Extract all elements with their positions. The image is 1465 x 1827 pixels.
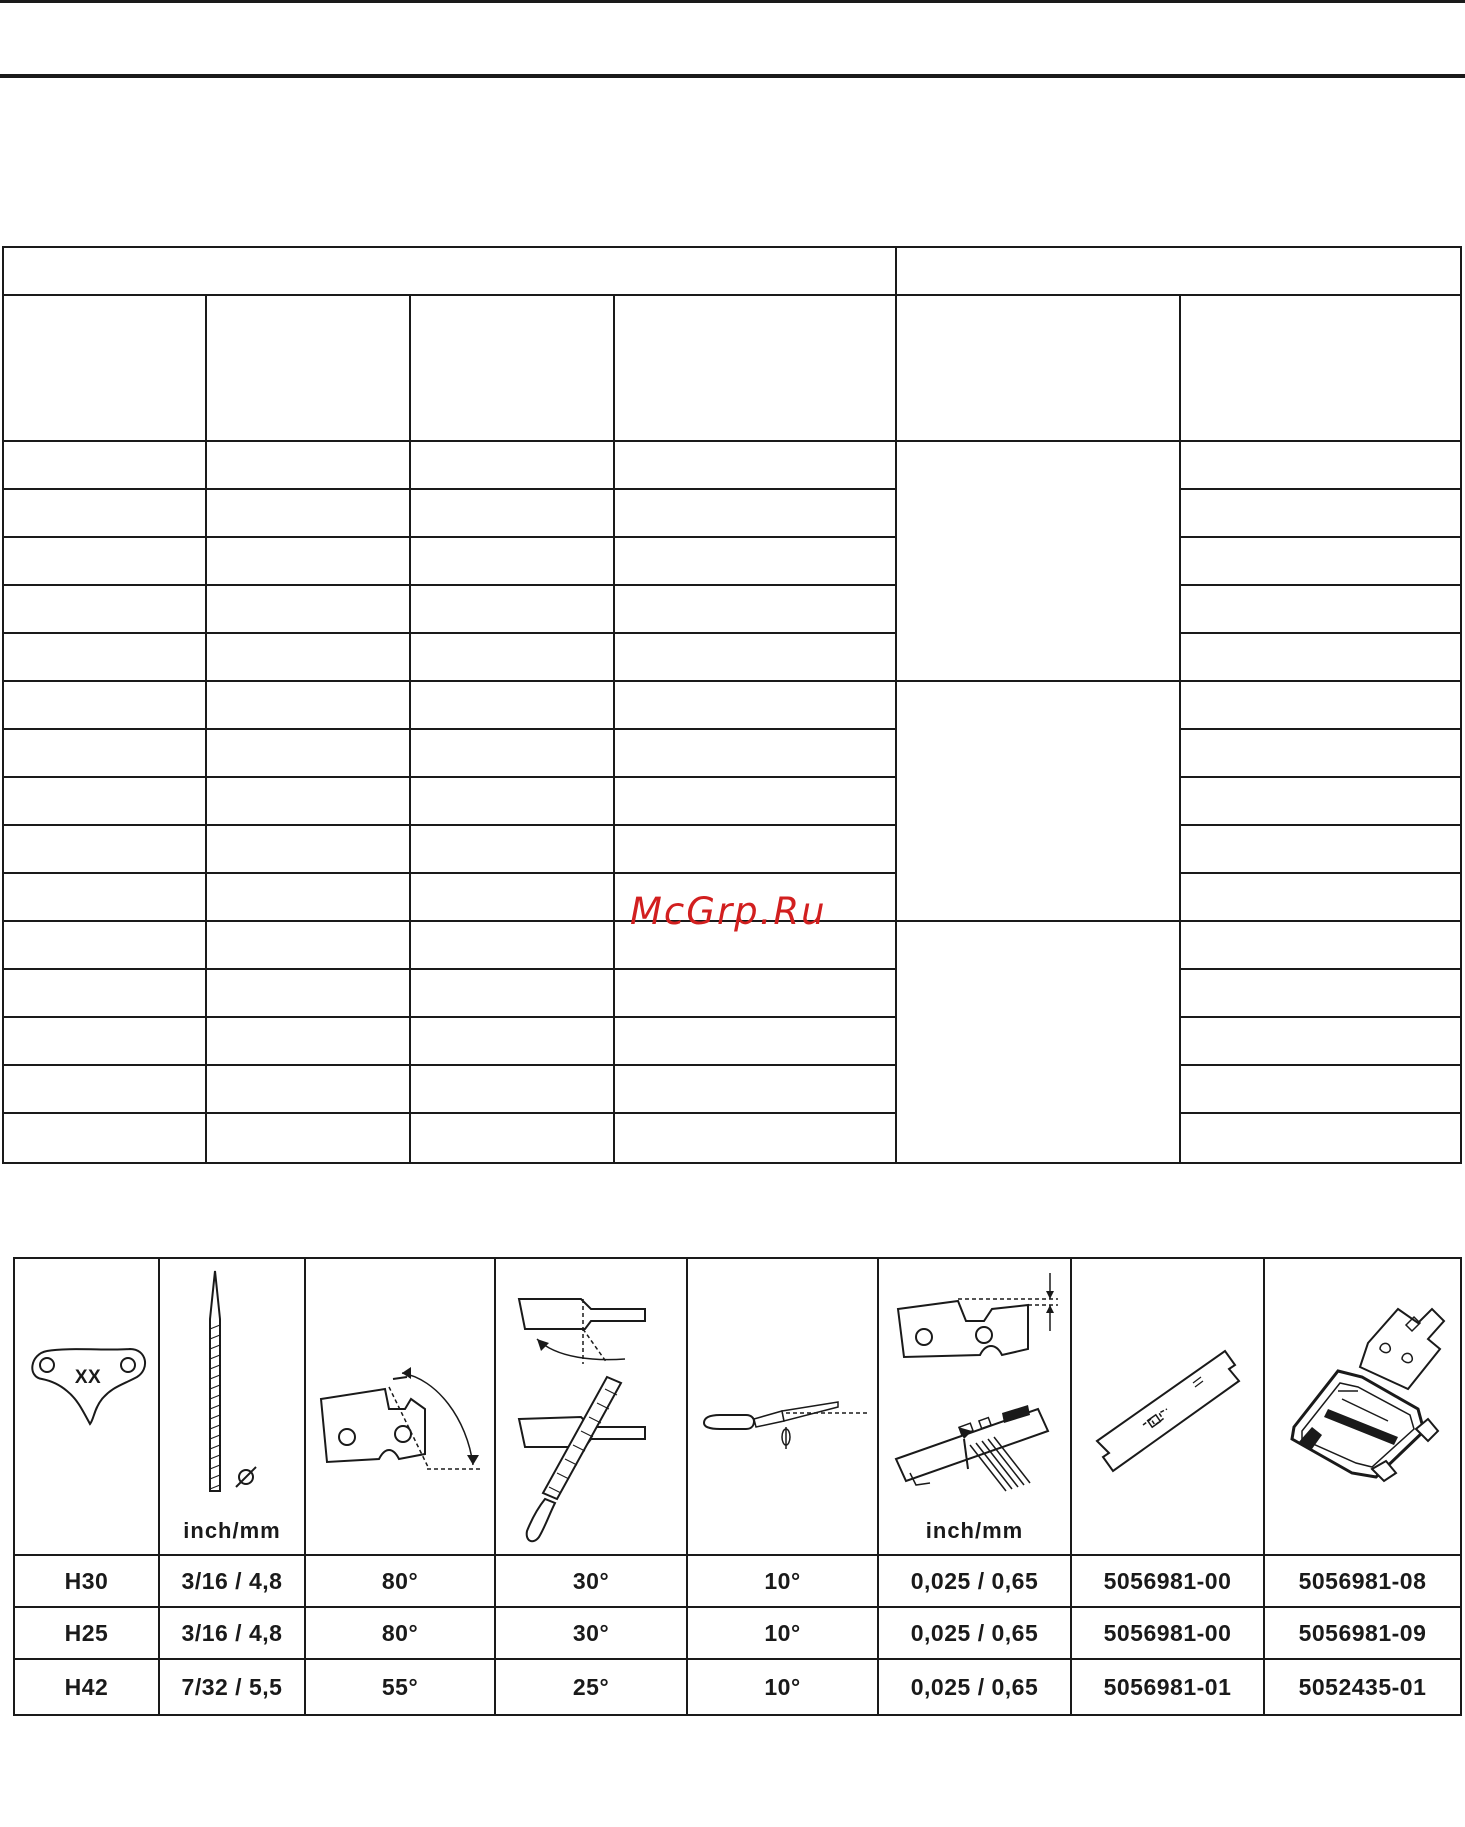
file-diameter: 3/16 / 4,8 bbox=[159, 1555, 305, 1607]
depth-gauge-unit: inch/mm bbox=[925, 1518, 1024, 1543]
round-file-cell bbox=[159, 1258, 305, 1555]
depth-gauge-setting: 0,025 / 0,65 bbox=[878, 1659, 1071, 1715]
chain-id-cell bbox=[14, 1258, 159, 1555]
depth-gauge-setting-icon bbox=[882, 1259, 1068, 1509]
top-plate-angle: 80° bbox=[305, 1555, 495, 1607]
depth-tool-part: 5052435-01 bbox=[1264, 1659, 1461, 1715]
file-gauge-part: 5056981-00 bbox=[1071, 1555, 1264, 1607]
file-diameter-unit: inch/mm bbox=[183, 1518, 281, 1543]
file-gauge-part: 5056981-01 bbox=[1071, 1659, 1264, 1715]
depth-tool-part: 5056981-08 bbox=[1264, 1555, 1461, 1607]
depth-gauge-cell bbox=[878, 1258, 1071, 1555]
chain-type-xx-icon bbox=[22, 1259, 152, 1459]
depth-gauge-setting: 0,025 / 0,65 bbox=[878, 1607, 1071, 1659]
filing-angle: 30° bbox=[495, 1555, 687, 1607]
table-row bbox=[14, 1555, 1461, 1607]
chain-bar-combination-table bbox=[2, 246, 1462, 1164]
depth-gauge-setting: 0,025 / 0,65 bbox=[878, 1555, 1071, 1607]
depth-gauge-tool-icon bbox=[1268, 1259, 1458, 1509]
file-tilt-angle-icon bbox=[690, 1259, 876, 1509]
file-gauge-icon bbox=[1075, 1259, 1261, 1509]
file-tilt: 10° bbox=[687, 1659, 878, 1715]
filing-angle: 30° bbox=[495, 1607, 687, 1659]
table-row bbox=[14, 1659, 1461, 1715]
chain-type: H30 bbox=[14, 1555, 159, 1607]
filing-angle-icon bbox=[497, 1259, 685, 1549]
top-plate-angle: 80° bbox=[305, 1607, 495, 1659]
filing-angle: 25° bbox=[495, 1659, 687, 1715]
file-tilt: 10° bbox=[687, 1555, 878, 1607]
filing-angle-cell bbox=[495, 1258, 687, 1555]
header-rule bbox=[0, 74, 1465, 78]
top-plate-angle-cell bbox=[305, 1258, 495, 1555]
depth-tool-part: 5056981-09 bbox=[1264, 1607, 1461, 1659]
file-diameter: 7/32 / 5,5 bbox=[159, 1659, 305, 1715]
top-plate-angle: 55° bbox=[305, 1659, 495, 1715]
top-rule bbox=[0, 0, 1465, 3]
file-gauge-part: 5056981-00 bbox=[1071, 1607, 1264, 1659]
top-plate-angle-icon bbox=[307, 1259, 493, 1509]
file-tilt-cell bbox=[687, 1258, 878, 1555]
table-row bbox=[14, 1607, 1461, 1659]
file-tilt: 10° bbox=[687, 1607, 878, 1659]
chain-type: H25 bbox=[14, 1607, 159, 1659]
depth-gauge-tool-cell bbox=[1264, 1258, 1461, 1555]
file-diameter: 3/16 / 4,8 bbox=[159, 1607, 305, 1659]
file-gauge-cell bbox=[1071, 1258, 1264, 1555]
round-file-diameter-icon bbox=[162, 1259, 302, 1499]
watermark: McGrp.Ru bbox=[630, 890, 827, 933]
sharpening-specs-table bbox=[13, 1257, 1462, 1716]
chain-type: H42 bbox=[14, 1659, 159, 1715]
chain-marking: XX bbox=[74, 1367, 101, 1388]
